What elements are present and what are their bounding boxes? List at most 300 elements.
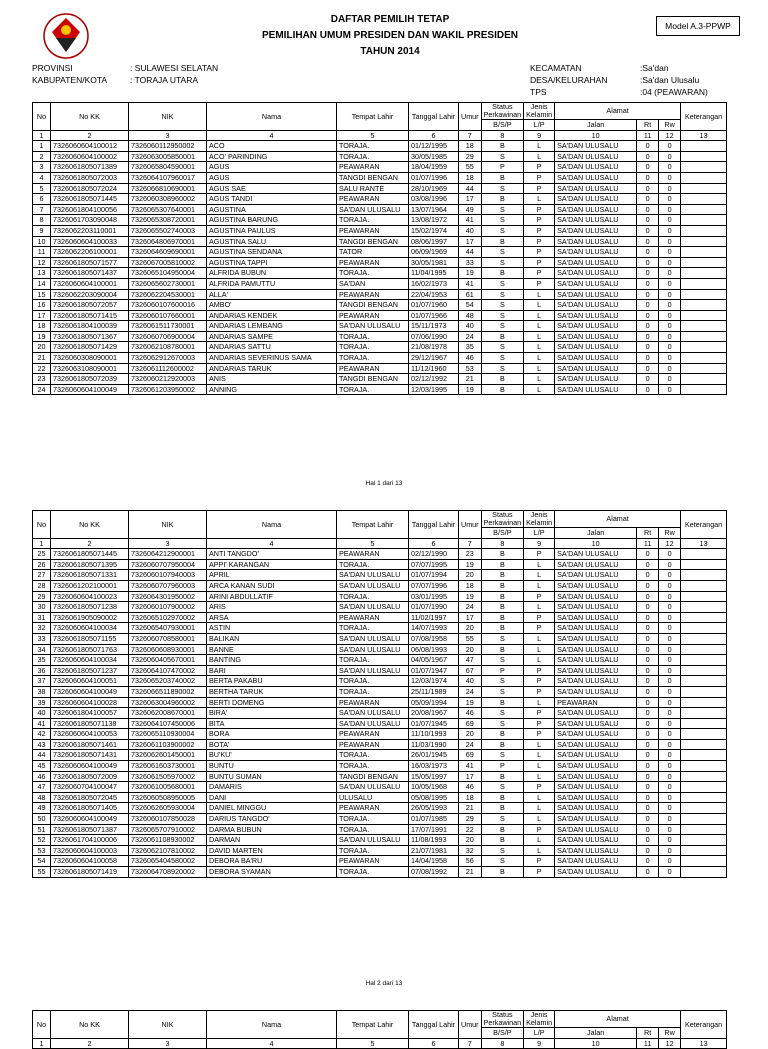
table-row: [33, 162, 727, 173]
meta-label: KECAMATAN: [530, 63, 582, 73]
table-cell: SA'DAN ULUSALU: [337, 644, 409, 655]
table-cell: 12: [33, 257, 51, 268]
table-cell: B: [481, 384, 524, 395]
table-cell: 0: [659, 257, 681, 268]
table-cell: 0: [659, 310, 681, 321]
table-cell: SA'DAN ULUSALU: [555, 739, 637, 750]
table-cell: 7326061805071445: [51, 549, 129, 560]
table-cell: 15: [33, 289, 51, 300]
col-number: 3: [129, 538, 207, 549]
table-cell: SA'DAN ULUSALU: [337, 580, 409, 591]
table-cell: 0: [659, 289, 681, 300]
meta-label: TPS: [530, 87, 547, 97]
col-number: 4: [207, 1038, 337, 1049]
table-cell: 26/01/1945: [409, 750, 459, 761]
col-keterangan: Keterangan: [681, 511, 727, 539]
table-cell: 44: [33, 750, 51, 761]
table-cell: 46: [459, 782, 482, 793]
table-cell: [681, 718, 727, 729]
table-cell: 0: [637, 353, 659, 364]
table-cell: 0: [659, 141, 681, 152]
col-number: 5: [337, 538, 409, 549]
table-cell: B: [481, 739, 524, 750]
table-cell: SA'DAN ULUSALU: [555, 172, 637, 183]
table-cell: L: [524, 331, 555, 342]
col-keterangan: Keterangan: [681, 103, 727, 131]
table-cell: 29/12/1967: [409, 353, 459, 364]
table-cell: SALU RANTE: [337, 183, 409, 194]
table-cell: 0: [637, 570, 659, 581]
table-cell: SA'DAN ULUSALU: [555, 310, 637, 321]
table-cell: 17/07/1991: [409, 824, 459, 835]
table-cell: B: [481, 194, 524, 205]
col-status: Status Perkawinan: [481, 103, 524, 120]
voter-table-next: [32, 1010, 727, 1049]
table-cell: 16: [33, 300, 51, 311]
table-cell: TORAJA.: [337, 867, 409, 878]
table-cell: 8: [33, 215, 51, 226]
table-cell: SA'DAN ULUSALU: [555, 278, 637, 289]
table-cell: 9: [33, 225, 51, 236]
table-cell: [681, 151, 727, 162]
table-cell: 32: [33, 623, 51, 634]
table-cell: 0: [637, 782, 659, 793]
table-cell: 01/07/1994: [409, 570, 459, 581]
table-cell: B: [481, 612, 524, 623]
table-cell: 7326064806970001: [129, 236, 207, 247]
table-cell: 46: [459, 353, 482, 364]
table-cell: L: [524, 644, 555, 655]
table-cell: 0: [637, 824, 659, 835]
col-status: Status Perkawinan: [481, 511, 524, 528]
table-cell: B: [481, 570, 524, 581]
table-cell: P: [524, 268, 555, 279]
table-cell: [681, 172, 727, 183]
table-cell: 11/02/1997: [409, 612, 459, 623]
voter-table: [32, 510, 727, 878]
meta-value: : SULAWESI SELATAN: [130, 63, 219, 73]
table-cell: 0: [637, 676, 659, 687]
table-cell: TORAJA.: [337, 676, 409, 687]
table-cell: 31: [33, 612, 51, 623]
table-cell: 69: [459, 750, 482, 761]
table-cell: SA'DAN ULUSALU: [337, 718, 409, 729]
table-cell: 01/07/1947: [409, 665, 459, 676]
col-number: 2: [51, 1038, 129, 1049]
table-cell: ANIS: [207, 374, 337, 385]
table-cell: PEAWARAN: [337, 194, 409, 205]
table-cell: [681, 310, 727, 321]
table-cell: S: [481, 676, 524, 687]
col-number: 9: [524, 1038, 555, 1049]
table-cell: P: [524, 718, 555, 729]
table-cell: S: [481, 310, 524, 321]
table-cell: L: [524, 384, 555, 395]
table-cell: P: [524, 612, 555, 623]
table-cell: ANDARIAS LEMBANG: [207, 321, 337, 332]
table-cell: 0: [637, 289, 659, 300]
table-cell: 7326061805071429: [51, 342, 129, 353]
col-number: 10: [555, 538, 637, 549]
table-cell: B: [481, 172, 524, 183]
table-cell: TORAJA.: [337, 591, 409, 602]
table-cell: 0: [659, 835, 681, 846]
table-cell: [681, 194, 727, 205]
table-cell: 53: [33, 845, 51, 856]
table-cell: 7326061202100001: [51, 580, 129, 591]
table-cell: 7326065203740002: [129, 676, 207, 687]
table-cell: [681, 803, 727, 814]
table-cell: 35: [459, 342, 482, 353]
table-cell: 7326065707910002: [129, 824, 207, 835]
table-cell: 16/03/1973: [409, 761, 459, 772]
left-meta: [32, 62, 218, 86]
table-cell: 10/05/1968: [409, 782, 459, 793]
table-cell: B: [481, 644, 524, 655]
table-cell: 40: [33, 708, 51, 719]
table-row: [33, 225, 727, 236]
table-cell: 0: [659, 278, 681, 289]
table-cell: S: [481, 257, 524, 268]
model-badge: Model A.3-PPWP: [656, 16, 740, 36]
col-rw: Rw: [659, 1028, 681, 1039]
col-number: 6: [409, 130, 459, 141]
table-row: [33, 278, 727, 289]
table-cell: B: [481, 236, 524, 247]
table-cell: 36: [33, 665, 51, 676]
table-cell: SA'DAN ULUSALU: [555, 247, 637, 258]
table-cell: 7326060604100033: [51, 236, 129, 247]
col-rt: Rt: [637, 528, 659, 539]
table-cell: ANDARIAS SAMPE: [207, 331, 337, 342]
table-cell: 54: [33, 856, 51, 867]
table-cell: 7326060107900002: [129, 602, 207, 613]
col-number: 7: [459, 130, 482, 141]
table-cell: S: [481, 845, 524, 856]
table-cell: 04/05/1967: [409, 655, 459, 666]
table-cell: SA'DAN: [337, 278, 409, 289]
table-cell: SA'DAN ULUSALU: [555, 845, 637, 856]
doc-title-2: PEMILIHAN UMUM PRESIDEN DAN WAKIL PRESIDEN: [262, 30, 518, 41]
table-cell: SA'DAN ULUSALU: [555, 612, 637, 623]
table-cell: 0: [659, 782, 681, 793]
table-cell: ASTIN: [207, 623, 337, 634]
col-number: 1: [33, 1038, 51, 1049]
table-cell: 49: [33, 803, 51, 814]
table-cell: TANGDI BENGAN: [337, 236, 409, 247]
table-cell: 7326060112950002: [129, 141, 207, 152]
table-cell: [681, 162, 727, 173]
table-row: [33, 612, 727, 623]
table-cell: [681, 708, 727, 719]
table-cell: S: [481, 342, 524, 353]
table-cell: 0: [637, 151, 659, 162]
table-cell: 7326065404580002: [129, 856, 207, 867]
table-cell: 25: [33, 549, 51, 560]
table-cell: 43: [33, 739, 51, 750]
table-row: [33, 151, 727, 162]
table-cell: BIRA': [207, 708, 337, 719]
table-row: [33, 591, 727, 602]
table-cell: 35: [33, 655, 51, 666]
table-cell: 0: [637, 750, 659, 761]
table-cell: 41: [33, 718, 51, 729]
table-cell: 0: [659, 374, 681, 385]
table-cell: 7326061805072057: [51, 300, 129, 311]
table-cell: 7326060604100028: [51, 697, 129, 708]
table-cell: S: [481, 814, 524, 825]
col-number: 8: [481, 1038, 524, 1049]
col-number: 3: [129, 130, 207, 141]
col-no-kk: No KK: [51, 511, 129, 539]
table-cell: DEBORA SYAMAN: [207, 867, 337, 878]
table-cell: 0: [637, 363, 659, 374]
table-cell: P: [524, 686, 555, 697]
table-cell: 0: [637, 194, 659, 205]
table-cell: 7326061805071367: [51, 331, 129, 342]
col-status: Status Perkawinan: [481, 1011, 524, 1028]
table-cell: 4: [33, 172, 51, 183]
meta-label: PROVINSI: [32, 63, 73, 73]
table-cell: 24: [33, 384, 51, 395]
table-cell: 06/08/1993: [409, 644, 459, 655]
table-cell: 0: [637, 591, 659, 602]
table-cell: AMBO': [207, 300, 337, 311]
col-tempat-lahir: Tempat Lahir: [337, 103, 409, 131]
table-row: [33, 559, 727, 570]
col-nama: Nama: [207, 511, 337, 539]
table-cell: B: [481, 803, 524, 814]
table-cell: 7326065308720001: [129, 215, 207, 226]
col-number: 12: [659, 538, 681, 549]
table-cell: [681, 792, 727, 803]
col-number: 7: [459, 1038, 482, 1049]
table-cell: PEAWARAN: [337, 310, 409, 321]
table-cell: L: [524, 835, 555, 846]
table-cell: 41: [459, 761, 482, 772]
table-cell: 7326060707950004: [129, 559, 207, 570]
table-cell: SA'DAN ULUSALU: [555, 549, 637, 560]
table-cell: 0: [659, 321, 681, 332]
table-cell: P: [524, 856, 555, 867]
table-cell: TANGDI BENGAN: [337, 172, 409, 183]
table-cell: 0: [637, 580, 659, 591]
table-cell: 7326060107600016: [129, 300, 207, 311]
table-cell: 28: [33, 580, 51, 591]
table-cell: L: [524, 845, 555, 856]
table-cell: B: [481, 591, 524, 602]
table-cell: 7326061805072039: [51, 374, 129, 385]
table-cell: B: [481, 835, 524, 846]
table-cell: 0: [659, 845, 681, 856]
table-cell: S: [481, 225, 524, 236]
table-cell: TORAJA.: [337, 151, 409, 162]
table-cell: 29: [33, 591, 51, 602]
col-number: 9: [524, 130, 555, 141]
table-cell: TORAJA.: [337, 750, 409, 761]
table-cell: 0: [659, 559, 681, 570]
table-cell: 0: [659, 697, 681, 708]
table-cell: 0: [659, 353, 681, 364]
table-cell: ANDARIAS KENDEK: [207, 310, 337, 321]
table-cell: 19: [459, 591, 482, 602]
table-cell: L: [524, 342, 555, 353]
table-cell: 0: [659, 856, 681, 867]
table-row: [33, 655, 727, 666]
table-cell: 7: [33, 204, 51, 215]
table-cell: SA'DAN ULUSALU: [555, 644, 637, 655]
table-cell: 45: [33, 761, 51, 772]
table-cell: [681, 676, 727, 687]
table-cell: SA'DAN ULUSALU: [555, 835, 637, 846]
table-cell: 0: [637, 708, 659, 719]
table-cell: L: [524, 750, 555, 761]
table-cell: L: [524, 374, 555, 385]
table-cell: APPI' KARANGAN: [207, 559, 337, 570]
table-cell: SA'DAN ULUSALU: [555, 782, 637, 793]
table-cell: 40: [459, 225, 482, 236]
table-cell: 0: [637, 549, 659, 560]
table-cell: SA'DAN ULUSALU: [555, 591, 637, 602]
table-cell: 0: [659, 729, 681, 740]
table-cell: 41: [459, 215, 482, 226]
table-cell: L: [524, 570, 555, 581]
col-umur: Umur: [459, 103, 482, 131]
table-cell: TORAJA.: [337, 686, 409, 697]
table-cell: 0: [637, 384, 659, 395]
table-cell: 7326065307640001: [129, 204, 207, 215]
table-cell: 07/07/1996: [409, 580, 459, 591]
table-cell: 7326060107660001: [129, 310, 207, 321]
table-row: [33, 644, 727, 655]
table-cell: 7326060107940003: [129, 570, 207, 581]
table-cell: S: [481, 686, 524, 697]
table-cell: SA'DAN ULUSALU: [555, 750, 637, 761]
table-cell: S: [481, 633, 524, 644]
table-cell: TORAJA.: [337, 845, 409, 856]
table-cell: TORAJA.: [337, 384, 409, 395]
table-cell: S: [481, 204, 524, 215]
table-cell: 0: [637, 867, 659, 878]
table-cell: 7326067005810002: [129, 257, 207, 268]
table-cell: 0: [659, 771, 681, 782]
table-cell: 0: [659, 824, 681, 835]
table-cell: [681, 183, 727, 194]
table-cell: 0: [637, 623, 659, 634]
table-cell: 18: [459, 141, 482, 152]
col-number: 11: [637, 1038, 659, 1049]
col-number: 4: [207, 538, 337, 549]
table-cell: SA'DAN ULUSALU: [555, 194, 637, 205]
table-cell: 37: [33, 676, 51, 687]
table-row: [33, 289, 727, 300]
table-cell: BU'KU': [207, 750, 337, 761]
table-cell: 29: [459, 814, 482, 825]
table-cell: SA'DAN ULUSALU: [337, 782, 409, 793]
table-cell: 0: [659, 602, 681, 613]
table-cell: 55: [33, 867, 51, 878]
table-cell: SA'DAN ULUSALU: [555, 162, 637, 173]
table-cell: ANDARIAS SATTU: [207, 342, 337, 353]
table-cell: 7326064212900001: [129, 549, 207, 560]
table-cell: L: [524, 310, 555, 321]
table-cell: 7326061805072024: [51, 183, 129, 194]
table-cell: SA'DAN ULUSALU: [337, 204, 409, 215]
table-cell: [681, 697, 727, 708]
table-cell: P: [524, 236, 555, 247]
table-cell: 0: [637, 278, 659, 289]
table-row: [33, 686, 727, 697]
table-cell: 67: [459, 665, 482, 676]
table-cell: 0: [659, 591, 681, 602]
col-jalan: Jalan: [555, 120, 637, 131]
col-number: 11: [637, 538, 659, 549]
table-cell: TORAJA.: [337, 761, 409, 772]
table-cell: [681, 342, 727, 353]
table-cell: TORAJA.: [337, 814, 409, 825]
table-cell: 52: [33, 835, 51, 846]
table-cell: [681, 835, 727, 846]
col-number: 2: [51, 130, 129, 141]
table-cell: 7326065602730001: [129, 278, 207, 289]
table-row: [33, 183, 727, 194]
table-cell: TORAJA.: [337, 623, 409, 634]
table-cell: [681, 257, 727, 268]
table-cell: APRIL: [207, 570, 337, 581]
table-cell: 7326061805071419: [51, 867, 129, 878]
table-cell: 18: [33, 321, 51, 332]
table-cell: 0: [637, 718, 659, 729]
table-row: [33, 300, 727, 311]
table-cell: 0: [659, 172, 681, 183]
table-cell: PEAWARAN: [337, 697, 409, 708]
table-cell: 7326061704100006: [51, 835, 129, 846]
table-cell: 7326061805072003: [51, 172, 129, 183]
table-cell: TORAJA.: [337, 559, 409, 570]
table-cell: [681, 686, 727, 697]
table-cell: 11/08/1993: [409, 835, 459, 846]
table-cell: L: [524, 363, 555, 374]
table-cell: SA'DAN ULUSALU: [555, 225, 637, 236]
table-cell: TORAJA.: [337, 655, 409, 666]
table-cell: [681, 814, 727, 825]
table-cell: SA'DAN ULUSALU: [555, 300, 637, 311]
table-cell: TATOR: [337, 247, 409, 258]
table-cell: ARCA KANAN SUDI: [207, 580, 337, 591]
table-cell: SA'DAN ULUSALU: [555, 215, 637, 226]
table-cell: 24: [459, 686, 482, 697]
table-cell: 01/07/1966: [409, 310, 459, 321]
table-cell: 25/11/1989: [409, 686, 459, 697]
table-cell: L: [524, 803, 555, 814]
table-cell: 06/09/1969: [409, 247, 459, 258]
table-cell: BITA: [207, 718, 337, 729]
table-cell: [681, 215, 727, 226]
table-row: [33, 803, 727, 814]
table-cell: 0: [637, 172, 659, 183]
table-cell: L: [524, 559, 555, 570]
table-cell: SA'DAN ULUSALU: [555, 761, 637, 772]
table-cell: BORA: [207, 729, 337, 740]
col-number: 8: [481, 130, 524, 141]
table-cell: 7326062605930004: [129, 803, 207, 814]
table-cell: PEAWARAN: [337, 257, 409, 268]
table-cell: 0: [637, 845, 659, 856]
table-cell: PEAWARAN: [555, 697, 637, 708]
table-cell: 0: [659, 803, 681, 814]
table-cell: 0: [659, 342, 681, 353]
table-cell: 23: [33, 374, 51, 385]
